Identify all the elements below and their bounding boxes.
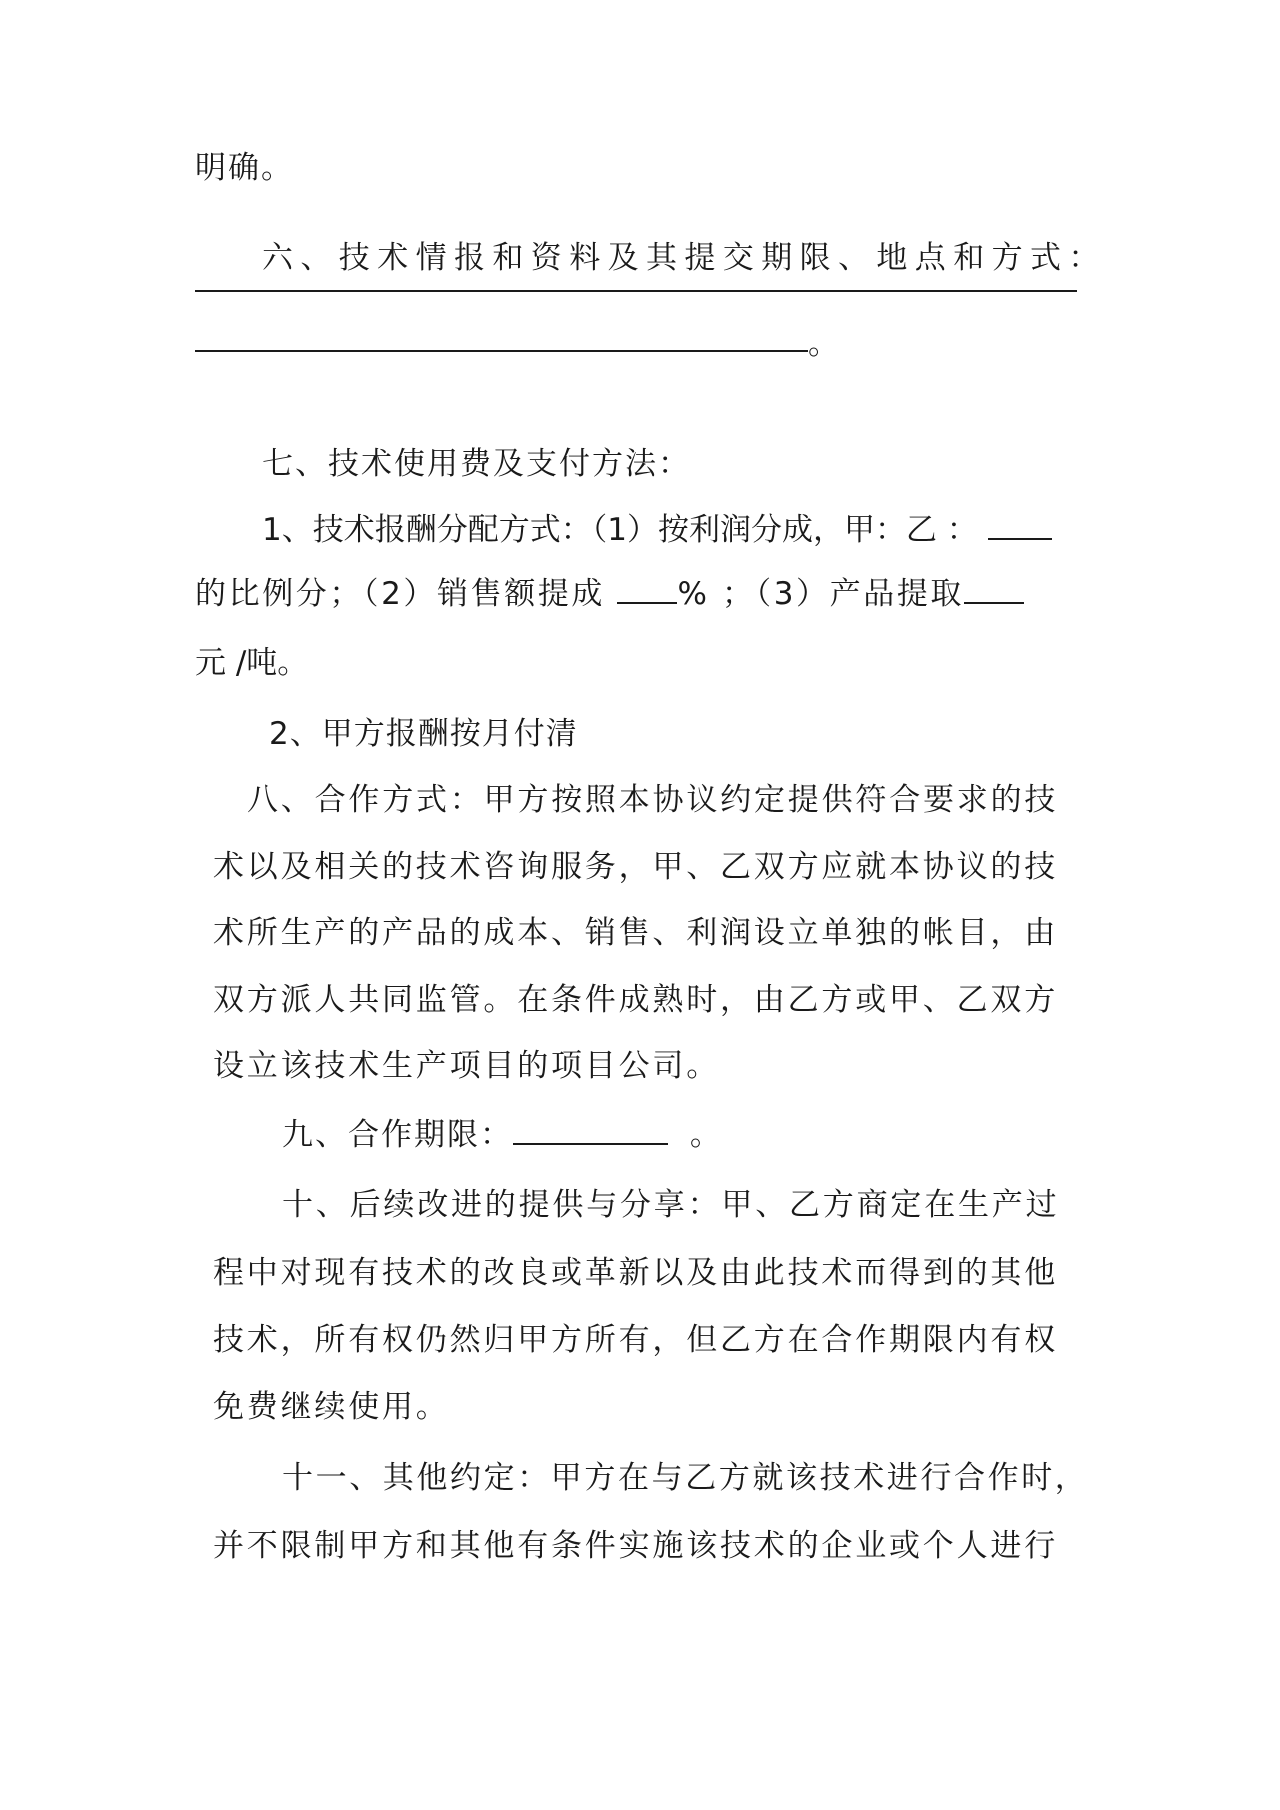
section-8-line: 术以及相关的技术咨询服务，甲、乙双方应就本协议的技 (213, 849, 1058, 885)
section-8-line: 双方派人共同监管。在条件成熟时，由乙方或甲、乙双方 (213, 982, 1058, 1018)
section-8-line: 设立该技术生产项目的项目公司。 (213, 1048, 720, 1084)
blank-line-long (195, 290, 1077, 292)
term-blank (513, 1117, 668, 1145)
section-10-line: 技术，所有权仍然归甲方所有，但乙方在合作期限内有权 (213, 1322, 1058, 1358)
paragraph-end-mark: 。 (808, 326, 839, 362)
item-7-1-line-3: 元 /吨。 (195, 645, 309, 681)
item-7-1-text: % ；（3）产品提取 (677, 576, 965, 612)
item-7-1-line-1 (262, 510, 1052, 550)
blank-line-short (195, 350, 808, 352)
item-7-2: 2、甲方报酬按月付清 (269, 716, 578, 752)
section-6-heading: 六、技术情报和资料及其提交期限、地点和方式： (262, 240, 1107, 276)
item-7-1-line-2 (195, 574, 1024, 614)
section-10-line: 十、后续改进的提供与分享：甲、乙方商定在生产过 (282, 1187, 1060, 1223)
section-7-heading: 七、技术使用费及支付方法： (262, 446, 691, 482)
product-blank (964, 576, 1024, 604)
item-7-1-text: 1、技术报酬分配方式：（1）按利润分成，甲：乙 ： (262, 512, 978, 548)
section-9-heading: 九、合作期限： (282, 1117, 513, 1153)
ratio-blank (988, 512, 1052, 540)
item-7-1-text: 的比例分；（2）销售额提成 (195, 576, 618, 612)
section-10-line: 免费继续使用。 (213, 1389, 450, 1425)
section-8-line: 八、合作方式：甲方按照本协议约定提供符合要求的技 (247, 782, 1059, 818)
percent-blank (617, 576, 677, 604)
paragraph-line: 明确。 (195, 150, 294, 186)
section-11-line: 十一、其他约定：甲方在与乙方就该技术进行合作时， (282, 1460, 1089, 1496)
section-11-line: 并不限制甲方和其他有条件实施该技术的企业或个人进行 (213, 1528, 1058, 1564)
paragraph-end-mark: 。 (668, 1117, 733, 1153)
section-9-line (282, 1115, 733, 1155)
section-8-line: 术所生产的产品的成本、销售、利润设立单独的帐目，由 (213, 915, 1058, 951)
section-10-line: 程中对现有技术的改良或革新以及由此技术而得到的其他 (213, 1255, 1058, 1291)
